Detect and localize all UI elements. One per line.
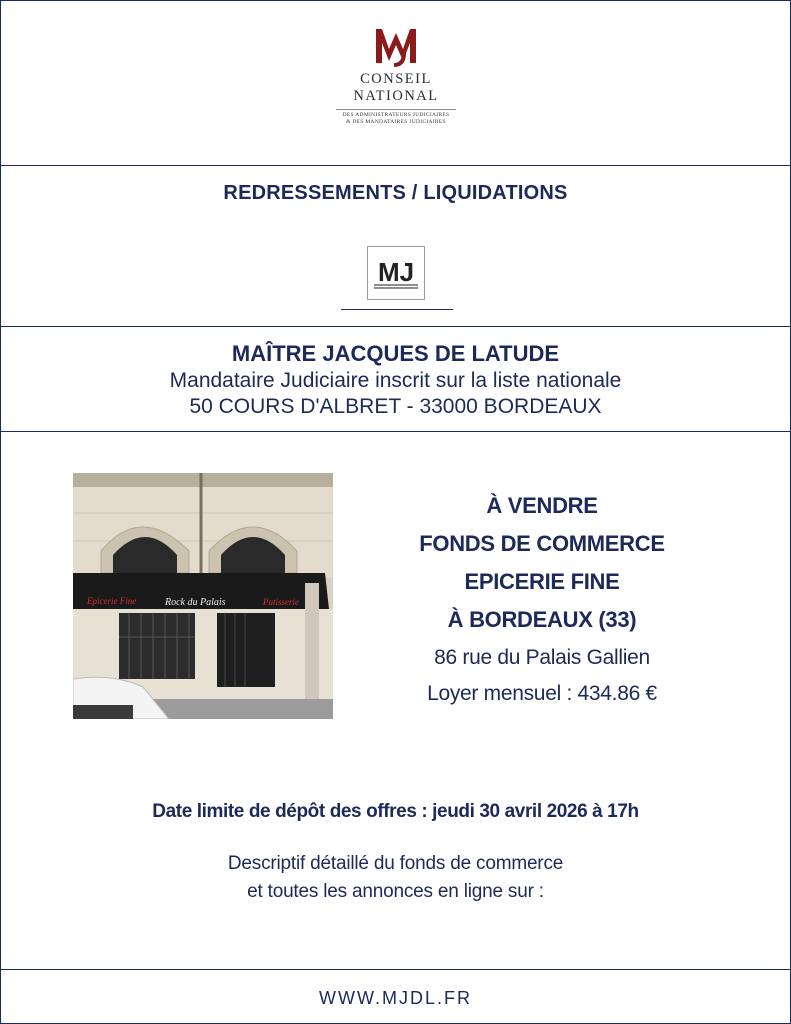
conseil-national-logo [301, 23, 491, 155]
listing-address: 86 rue du Palais Gallien [434, 646, 650, 669]
practitioner-address: 50 COURS D'ALBRET - 33000 BORDEAUX [189, 395, 602, 418]
cnajmj-monogram-icon [372, 23, 420, 71]
logo-line-1: CONSEIL [360, 71, 432, 87]
svg-text:Rock du Palais: Rock du Palais [165, 597, 226, 608]
listing-line-3: EPICERIE FINE [464, 569, 620, 594]
svg-text:Patisserie: Patisserie [263, 597, 299, 607]
logo-subtitle-2: & DES MANDATAIRES JUDICIAIRES [346, 119, 446, 125]
badge-underline [341, 309, 453, 310]
logo-subtitle-1: DES ADMINISTRATEURS JUDICIAIRES [342, 112, 450, 118]
section-title: REDRESSEMENTS / LIQUIDATIONS [223, 182, 568, 204]
mj-badge [367, 246, 425, 300]
logo-line-2: NATIONAL [353, 88, 439, 104]
svg-text:Epicerie Fine: Epicerie Fine [87, 596, 137, 606]
divider [1, 431, 790, 432]
logo-divider [336, 109, 456, 110]
listing-line-2: FONDS DE COMMERCE [419, 531, 665, 556]
mj-logo-icon [368, 247, 424, 299]
svg-text:MJ: MJ [377, 257, 415, 287]
listing-rent: Loyer mensuel : 434.86 € [427, 682, 657, 705]
listing-line-4: À BORDEAUX (33) [447, 607, 637, 632]
divider [1, 969, 790, 970]
website-link[interactable]: WWW.MJDL.FR [319, 988, 472, 1008]
listing-line-1: À VENDRE [486, 493, 598, 518]
practitioner-name: MAÎTRE JACQUES DE LATUDE [231, 341, 560, 366]
description-line-1: Descriptif détaillé du fonds de commerce [227, 853, 564, 874]
divider [1, 165, 790, 166]
storefront-photo [73, 473, 333, 719]
offer-deadline: Date limite de dépôt des offres : jeudi 30 avril 2026 à 17h [152, 801, 639, 822]
divider [1, 326, 790, 327]
description-line-2: et toutes les annonces en ligne sur : [247, 881, 544, 902]
practitioner-role: Mandataire Judiciaire inscrit sur la liste nationale [169, 369, 622, 392]
